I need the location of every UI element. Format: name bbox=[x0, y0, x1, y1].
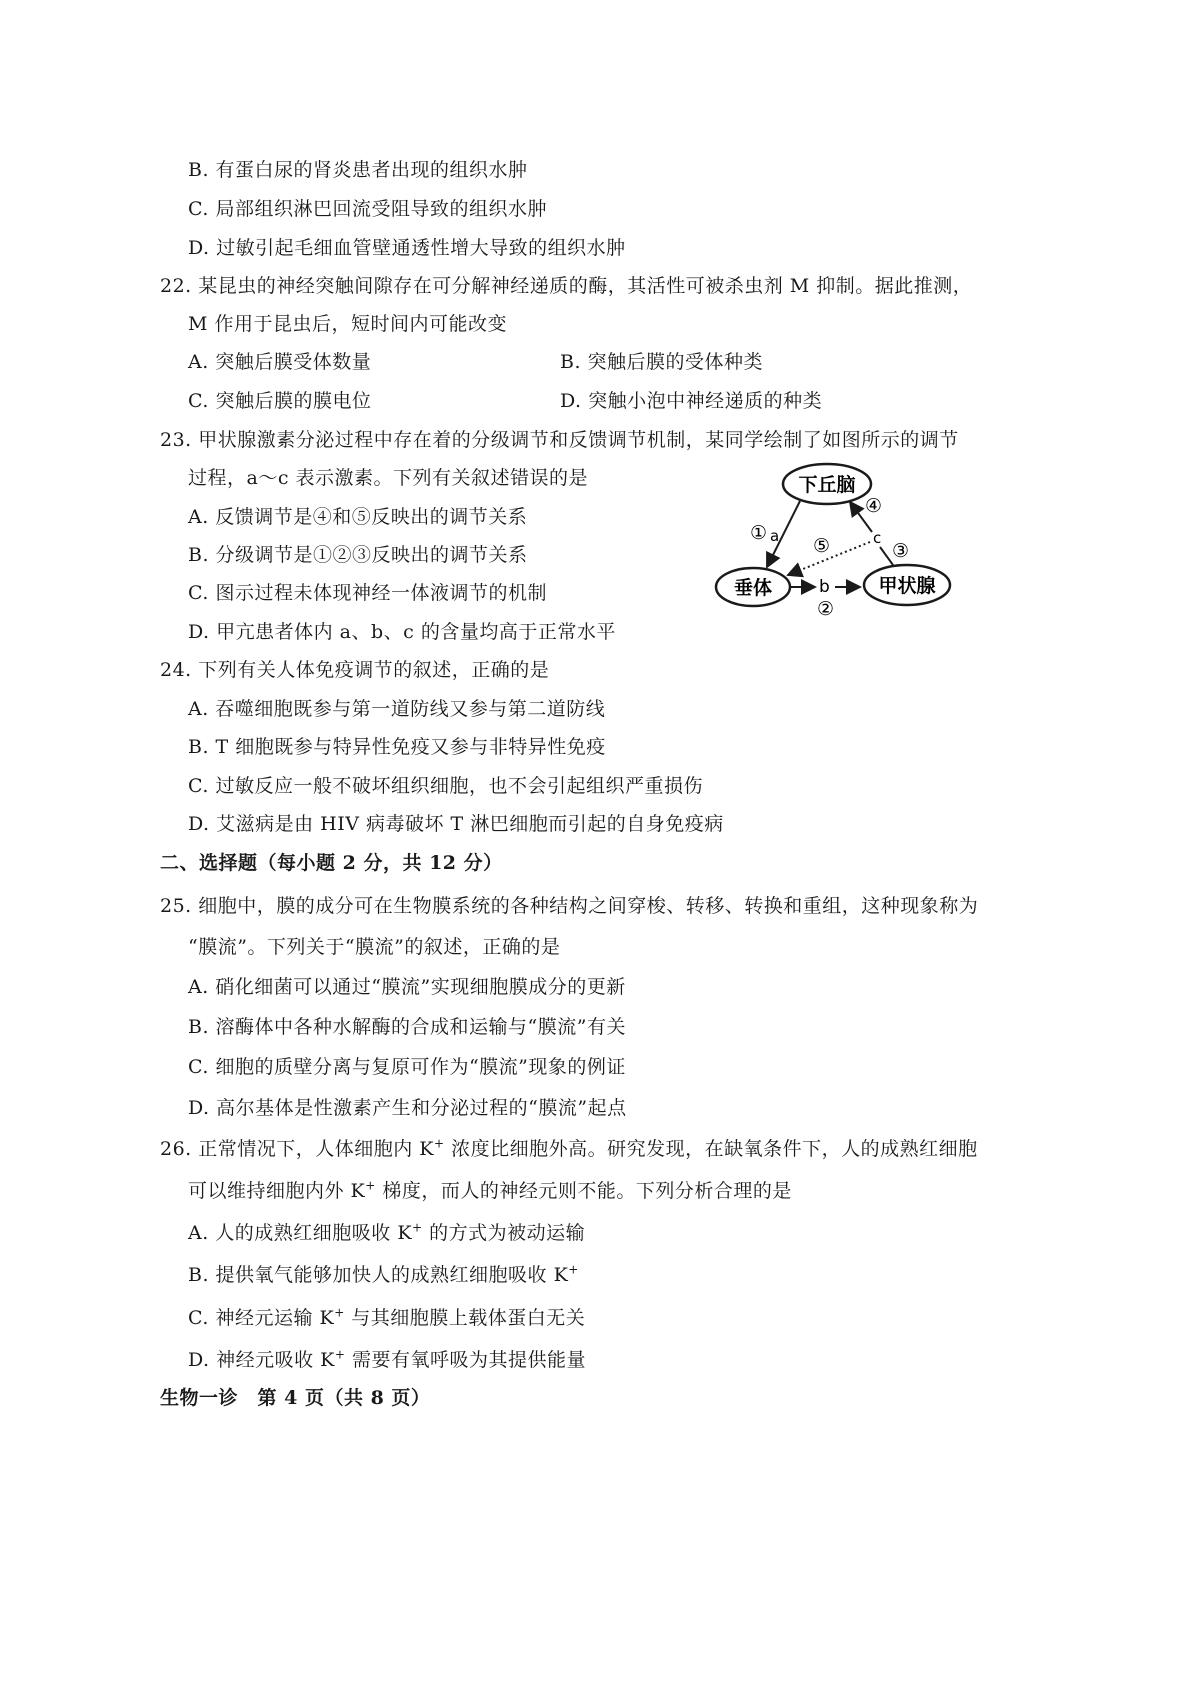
q25-option-b: B. 溶酶体中各种水解酶的合成和运输与“膜流”有关 bbox=[188, 1016, 626, 1038]
q26-d-text-cont: 需要有氧呼吸为其提供能量 bbox=[345, 1349, 586, 1371]
q22-option-c: C. 突触后膜的膜电位 bbox=[188, 390, 372, 412]
q24-option-a: A. 吞噬细胞既参与第一道防线又参与第二道防线 bbox=[188, 698, 606, 720]
superscript-plus: + bbox=[334, 1305, 345, 1320]
q25-option-c: C. 细胞的质壁分离与复原可作为“膜流”现象的例证 bbox=[188, 1056, 626, 1078]
q26-option-d bbox=[188, 1347, 586, 1373]
q23-option-b: B. 分级调节是①②③反映出的调节关系 bbox=[188, 544, 528, 566]
q22-option-b: B. 突触后膜的受体种类 bbox=[560, 351, 764, 373]
q23-option-c: C. 图示过程未体现神经一体液调节的机制 bbox=[188, 582, 547, 604]
superscript-plus: + bbox=[434, 1136, 445, 1151]
thyroid-label: 甲状腺 bbox=[878, 575, 936, 597]
superscript-plus: + bbox=[568, 1262, 579, 1277]
label-b: b bbox=[819, 577, 830, 597]
marker-5: ⑤ bbox=[813, 535, 831, 557]
q26-stem2-text-cont: 梯度，而人的神经元则不能。下列分析合理的是 bbox=[375, 1180, 792, 1202]
page-footer: 生物一诊 第 4 页（共 8 页） bbox=[160, 1387, 431, 1409]
q21-option-d: D. 过敏引起毛细血管壁通透性增大导致的组织水肿 bbox=[188, 237, 626, 259]
q23-option-a: A. 反馈调节是④和⑤反映出的调节关系 bbox=[188, 506, 528, 528]
superscript-plus: + bbox=[365, 1178, 376, 1193]
q22-option-d: D. 突触小泡中神经递质的种类 bbox=[560, 390, 823, 412]
q22-stem-line1: 22. 某昆虫的神经突触间隙存在可分解神经递质的酶，其活性可被杀虫剂 M 抑制。据此推测， bbox=[160, 275, 973, 297]
q25-stem-line2: “膜流”。下列关于“膜流”的叙述，正确的是 bbox=[188, 936, 561, 958]
section-2-heading: 二、选择题（每小题 2 分，共 12 分） bbox=[160, 852, 503, 874]
q26-b-text: B. 提供氧气能够加快人的成熟红细胞吸收 K bbox=[188, 1264, 569, 1286]
q21-option-c: C. 局部组织淋巴回流受阻导致的组织水肿 bbox=[188, 198, 547, 220]
q23-option-d: D. 甲亢患者体内 a、b、c 的含量均高于正常水平 bbox=[188, 621, 616, 643]
q25-option-a: A. 硝化细菌可以通过“膜流”实现细胞膜成分的更新 bbox=[188, 976, 626, 998]
q26-option-a bbox=[188, 1220, 585, 1246]
q23-stem-line2: 过程，a～c 表示激素。下列有关叙述错误的是 bbox=[188, 467, 589, 489]
q26-stem1-text-cont: 浓度比细胞外高。研究发现，在缺氧条件下，人的成熟红细胞 bbox=[444, 1138, 978, 1160]
label-c: c bbox=[873, 529, 882, 547]
q26-a-text-cont: 的方式为被动运输 bbox=[422, 1222, 586, 1244]
marker-3: ③ bbox=[892, 540, 910, 562]
q23-stem-line1: 23. 甲状腺激素分泌过程中存在着的分级调节和反馈调节机制，某同学绘制了如图所示的调节 bbox=[160, 429, 959, 451]
q26-d-text: D. 神经元吸收 K bbox=[188, 1349, 335, 1371]
q26-c-text: C. 神经元运输 K bbox=[188, 1307, 335, 1329]
q26-stem2-text: 可以维持细胞内外 K bbox=[188, 1180, 366, 1202]
q24-option-b: B. T 细胞既参与特异性免疫又参与非特异性免疫 bbox=[188, 736, 606, 758]
hypothalamus-label: 下丘脑 bbox=[798, 474, 856, 496]
marker-4: ④ bbox=[865, 495, 883, 517]
q26-c-text-cont: 与其细胞膜上载体蛋白无关 bbox=[344, 1307, 586, 1329]
q22-option-a: A. 突触后膜受体数量 bbox=[188, 351, 372, 373]
q25-stem-line1: 25. 细胞中，膜的成分可在生物膜系统的各种结构之间穿梭、转移、转换和重组，这种现象称为 bbox=[160, 895, 979, 917]
q26-stem-line2 bbox=[188, 1178, 792, 1204]
pituitary-label: 垂体 bbox=[733, 577, 773, 599]
q26-option-b bbox=[188, 1262, 579, 1288]
q24-option-d: D. 艾滋病是由 HIV 病毒破坏 T 淋巴细胞而引起的自身免疫病 bbox=[188, 813, 724, 835]
q26-option-c bbox=[188, 1305, 585, 1331]
label-a: a bbox=[770, 527, 780, 545]
marker-1: ① bbox=[750, 522, 768, 544]
q26-stem-line1 bbox=[160, 1136, 978, 1162]
q21-option-b: B. 有蛋白尿的肾炎患者出现的组织水肿 bbox=[188, 159, 528, 181]
q25-option-d: D. 高尔基体是性激素产生和分泌过程的“膜流”起点 bbox=[188, 1097, 627, 1119]
q26-a-text: A. 人的成熟红细胞吸收 K bbox=[188, 1222, 413, 1244]
marker-2: ② bbox=[817, 598, 835, 620]
q24-option-c: C. 过敏反应一般不破坏组织细胞，也不会引起组织严重损伤 bbox=[188, 775, 703, 797]
hormone-regulation-diagram bbox=[700, 455, 990, 630]
superscript-plus: + bbox=[412, 1220, 423, 1235]
superscript-plus: + bbox=[334, 1347, 346, 1362]
q24-stem: 24. 下列有关人体免疫调节的叙述，正确的是 bbox=[160, 659, 550, 681]
q26-stem1-text: 26. 正常情况下，人体细胞内 K bbox=[160, 1138, 434, 1160]
q22-stem-line2: M 作用于昆虫后，短时间内可能改变 bbox=[188, 313, 507, 335]
